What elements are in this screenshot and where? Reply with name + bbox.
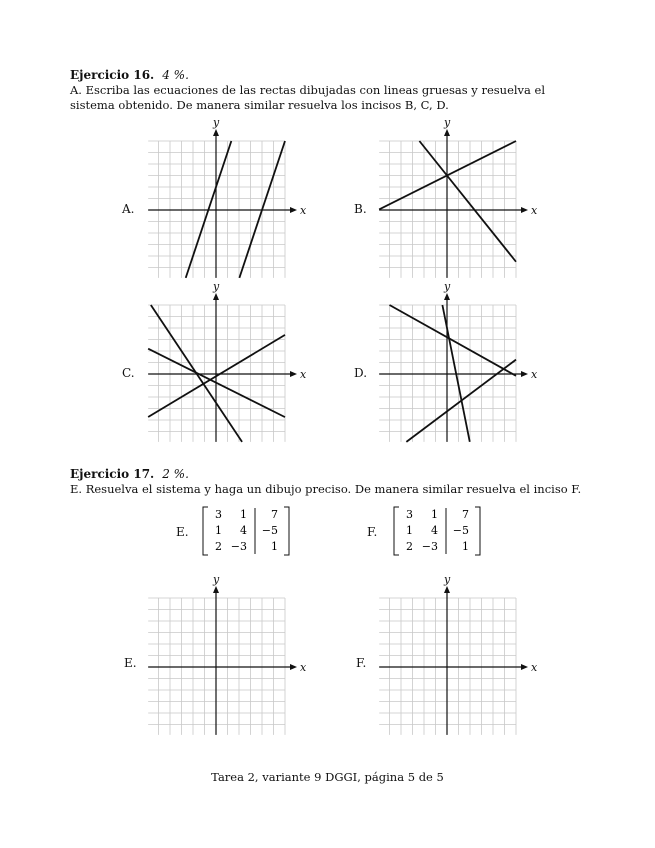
y-axis-label: y (444, 280, 451, 293)
y-axis-arrow-icon (444, 586, 450, 593)
graph-d (379, 280, 538, 444)
x-axis-label: x (531, 204, 538, 217)
matrix-cell: 2 (406, 540, 413, 553)
y-axis-label: y (213, 573, 220, 586)
graph-c (148, 280, 307, 444)
graph-label-e: E. (124, 656, 137, 670)
page-footer: Tarea 2, variante 9 DGGI, página 5 de 5 (211, 770, 444, 784)
x-axis-arrow-icon (290, 664, 297, 670)
matrix-cell: 4 (431, 524, 438, 537)
x-axis-label: x (531, 661, 538, 674)
matrix-cell: 1 (406, 524, 413, 537)
matrix-cell: −5 (261, 524, 278, 537)
x-axis-arrow-icon (290, 371, 297, 377)
y-axis-label: y (213, 280, 220, 293)
left-bracket (203, 507, 208, 555)
matrix-label-e: E. (176, 525, 189, 539)
x-axis-label: x (300, 204, 307, 217)
matrix-cell: 1 (431, 508, 438, 521)
x-axis-label: x (300, 661, 307, 674)
matrix-cell: 3 (215, 508, 222, 521)
graph-label-c: C. (122, 366, 135, 380)
x-axis-arrow-icon (521, 371, 528, 377)
graph-e (148, 573, 307, 737)
matrix-cell: 1 (271, 540, 278, 553)
exercise-16-instructions: A. Escriba las ecuaciones de las rectas dibujadas con lineas gruesas y resuelva el sistema obtenido. De manera similar resuelva los incisos B, C, D. (70, 83, 546, 112)
exercise-16-heading (70, 68, 189, 82)
x-axis-label: x (300, 368, 307, 381)
x-axis-label: x (531, 368, 538, 381)
matrix-e (200, 505, 292, 557)
right-bracket (284, 507, 289, 555)
exercise-16-title: Ejercicio 16. (70, 68, 155, 82)
graph-label-a: A. (122, 202, 135, 216)
y-axis-label: y (444, 116, 451, 129)
x-axis-arrow-icon (521, 207, 528, 213)
x-axis-arrow-icon (521, 664, 528, 670)
matrix-cell: −3 (230, 540, 247, 553)
matrix-f (391, 505, 483, 557)
y-axis-label: y (213, 116, 220, 129)
matrix-cell: 1 (215, 524, 222, 537)
matrix-cell: 7 (462, 508, 469, 521)
y-axis-arrow-icon (213, 293, 219, 300)
matrix-label-f: F. (367, 525, 378, 539)
y-axis-arrow-icon (213, 129, 219, 136)
matrix-cell: 7 (271, 508, 278, 521)
right-bracket (475, 507, 480, 555)
graph-line-1 (390, 305, 517, 376)
exercise-17-title: Ejercicio 17. (70, 467, 155, 481)
x-axis-arrow-icon (290, 207, 297, 213)
y-axis-arrow-icon (444, 293, 450, 300)
graph-a (148, 116, 307, 280)
exercise-16-weight: 4 %. (162, 68, 189, 82)
matrix-cell: 2 (215, 540, 222, 553)
left-bracket (394, 507, 399, 555)
matrix-cell: 3 (406, 508, 413, 521)
graph-b (379, 116, 538, 280)
matrix-cell: 1 (462, 540, 469, 553)
graph-line-2 (419, 141, 516, 262)
graph-f (379, 573, 538, 737)
exercise-17-weight: 2 %. (162, 467, 189, 481)
exercise-17-heading (70, 467, 189, 481)
graph-label-b: B. (354, 202, 367, 216)
y-axis-arrow-icon (213, 586, 219, 593)
matrix-cell: 1 (240, 508, 247, 521)
y-axis-arrow-icon (444, 129, 450, 136)
matrix-cell: 4 (240, 524, 247, 537)
y-axis-label: y (444, 573, 451, 586)
matrix-cell: −3 (421, 540, 438, 553)
matrix-cell: −5 (452, 524, 469, 537)
graph-label-d: D. (354, 366, 368, 380)
graph-label-f: F. (356, 656, 367, 670)
exercise-17-instructions: E. Resuelva el sistema y haga un dibujo preciso. De manera similar resuelva el inciso F. (70, 482, 582, 496)
